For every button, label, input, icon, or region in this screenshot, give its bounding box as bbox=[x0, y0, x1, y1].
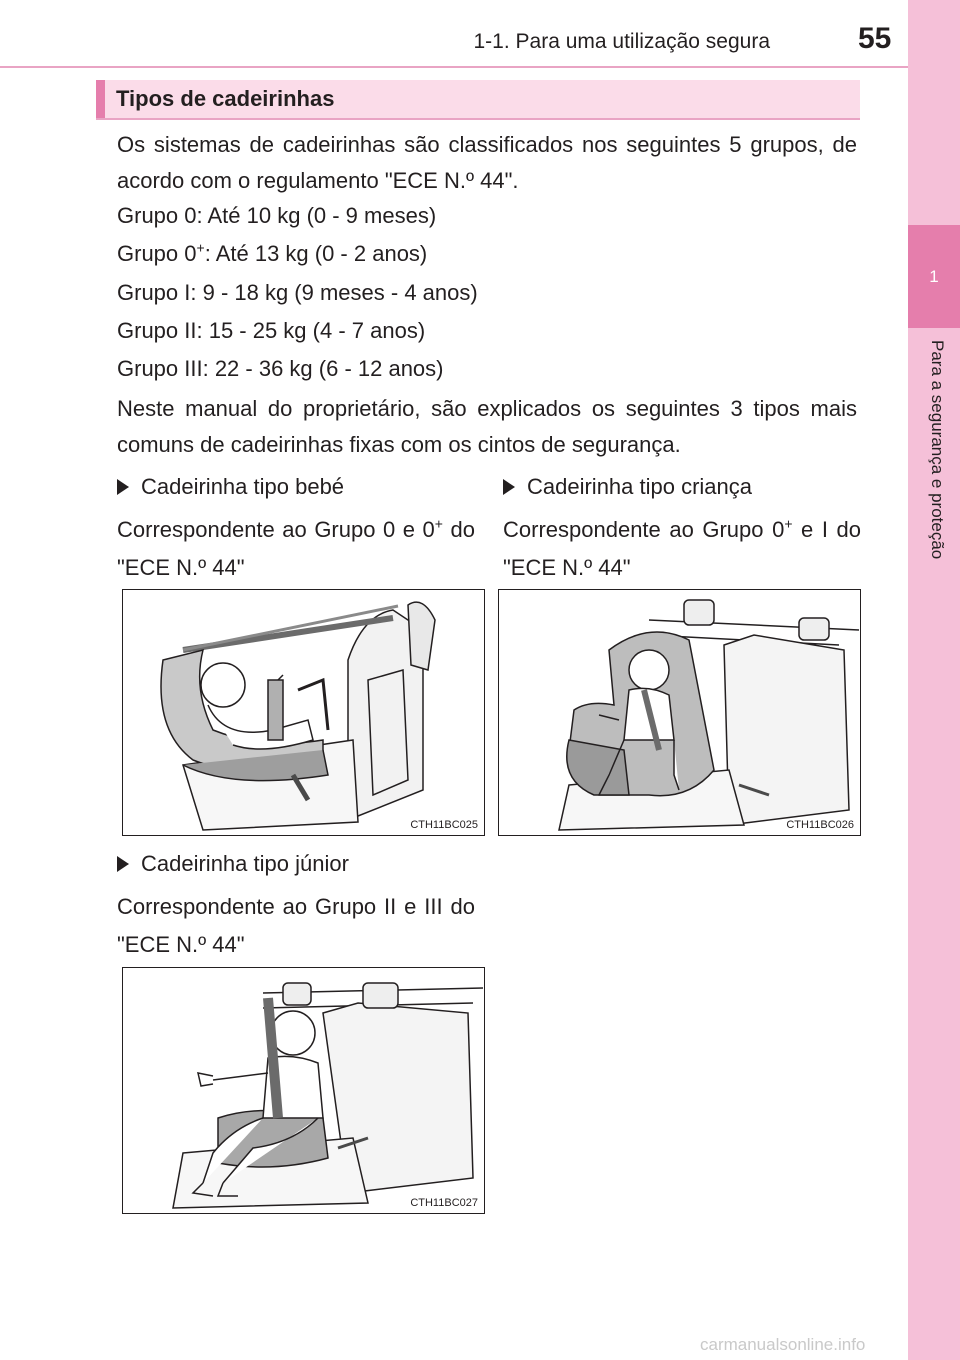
junior-seat-illustration-icon bbox=[123, 968, 486, 1215]
header-rule bbox=[0, 66, 908, 68]
child-seat-description: Correspondente ao Grupo 0+ e I do "ECE N.º 44" bbox=[503, 515, 861, 580]
group-0-plus: Grupo 0+: Até 13 kg (0 - 2 anos) bbox=[117, 239, 428, 266]
watermark: carmanualsonline.info bbox=[700, 1335, 866, 1354]
summary-paragraph: Neste manual do proprietário, são explicados os seguintes 3 tipos mais comuns de cadeirinhas fixas com os cintos de segurança. bbox=[117, 396, 857, 457]
section-rule bbox=[96, 118, 860, 120]
subheading-infant-seat: Cadeirinha tipo bebé bbox=[117, 474, 344, 500]
triangle-bullet-icon bbox=[503, 479, 515, 495]
triangle-bullet-icon bbox=[117, 856, 129, 872]
subheading-junior-seat: Cadeirinha tipo júnior bbox=[117, 851, 349, 877]
triangle-bullet-icon bbox=[117, 479, 129, 495]
junior-seat-figure bbox=[122, 967, 485, 1214]
child-seat-illustration-icon bbox=[499, 590, 862, 837]
chapter-title: Para a segurança e proteção bbox=[928, 340, 947, 560]
page-number: 55 bbox=[858, 22, 892, 55]
chapter-side-tab bbox=[908, 0, 960, 1360]
intro-paragraph: Os sistemas de cadeirinhas são classificados nos seguintes 5 grupos, de acordo com o regulamento "ECE N.º 44". bbox=[117, 132, 857, 193]
section-title: Tipos de cadeirinhas bbox=[116, 86, 335, 111]
section-heading-bar bbox=[96, 80, 105, 118]
group-0: Grupo 0: Até 10 kg (0 - 9 meses) bbox=[117, 203, 437, 228]
junior-seat-description: Correspondente ao Grupo II e III do "ECE N.º 44" bbox=[117, 894, 475, 957]
figure-code: CTH11BC025 bbox=[410, 819, 478, 831]
subheading-child-seat: Cadeirinha tipo criança bbox=[503, 474, 752, 500]
infant-seat-description: Correspondente ao Grupo 0 e 0+ do "ECE N.º 44" bbox=[117, 515, 475, 580]
section-heading bbox=[96, 80, 860, 118]
running-header-section: 1-1. Para uma utilização segura bbox=[473, 30, 770, 53]
child-seat-figure bbox=[498, 589, 861, 836]
chapter-number: 1 bbox=[908, 225, 960, 328]
group-3: Grupo III: 22 - 36 kg (6 - 12 anos) bbox=[117, 356, 444, 381]
infant-seat-figure bbox=[122, 589, 485, 836]
figure-code: CTH11BC026 bbox=[786, 819, 854, 831]
infant-seat-illustration-icon bbox=[123, 590, 486, 837]
group-2: Grupo II: 15 - 25 kg (4 - 7 anos) bbox=[117, 318, 426, 343]
figure-code: CTH11BC027 bbox=[410, 1197, 478, 1209]
group-1: Grupo I: 9 - 18 kg (9 meses - 4 anos) bbox=[117, 280, 478, 305]
